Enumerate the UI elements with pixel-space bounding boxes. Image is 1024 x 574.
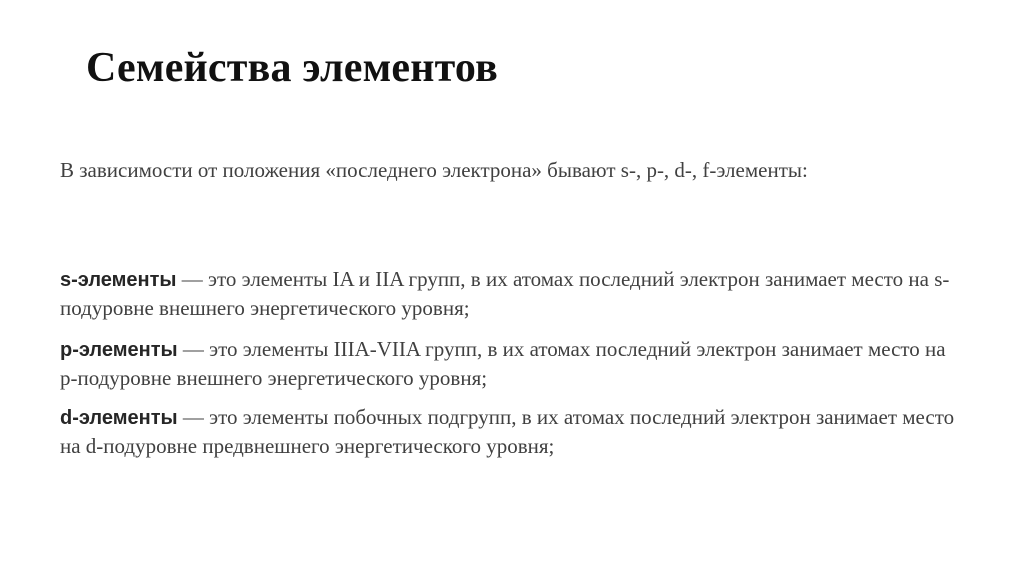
d-elements-term: d-элементы xyxy=(60,407,178,429)
d-elements-definition xyxy=(60,403,960,460)
p-elements-text: — это элементы IIIA-VIIA групп, в их атомах последний электрон занимает место на p-подуровне внешнего энергетического уровня; xyxy=(60,337,946,390)
intro-paragraph: В зависимости от положения «последнего электрона» бывают s-, p-, d-, f-элементы: xyxy=(60,158,808,182)
s-elements-term: s-элементы xyxy=(60,269,177,291)
slide-title: Семейства элементов xyxy=(86,45,498,91)
d-elements-text: — это элементы побочных подгрупп, в их атомах последний электрон занимает место на d-подуровне предвнешнего энергетического уровня; xyxy=(60,405,955,458)
p-elements-definition xyxy=(60,335,960,392)
s-elements-definition xyxy=(60,265,960,322)
s-elements-text: — это элементы IA и IIA групп, в их атомах последний электрон занимает место на s-подуровне внешнего энергетического уровня; xyxy=(60,267,950,320)
p-elements-term: p-элементы xyxy=(60,339,178,361)
